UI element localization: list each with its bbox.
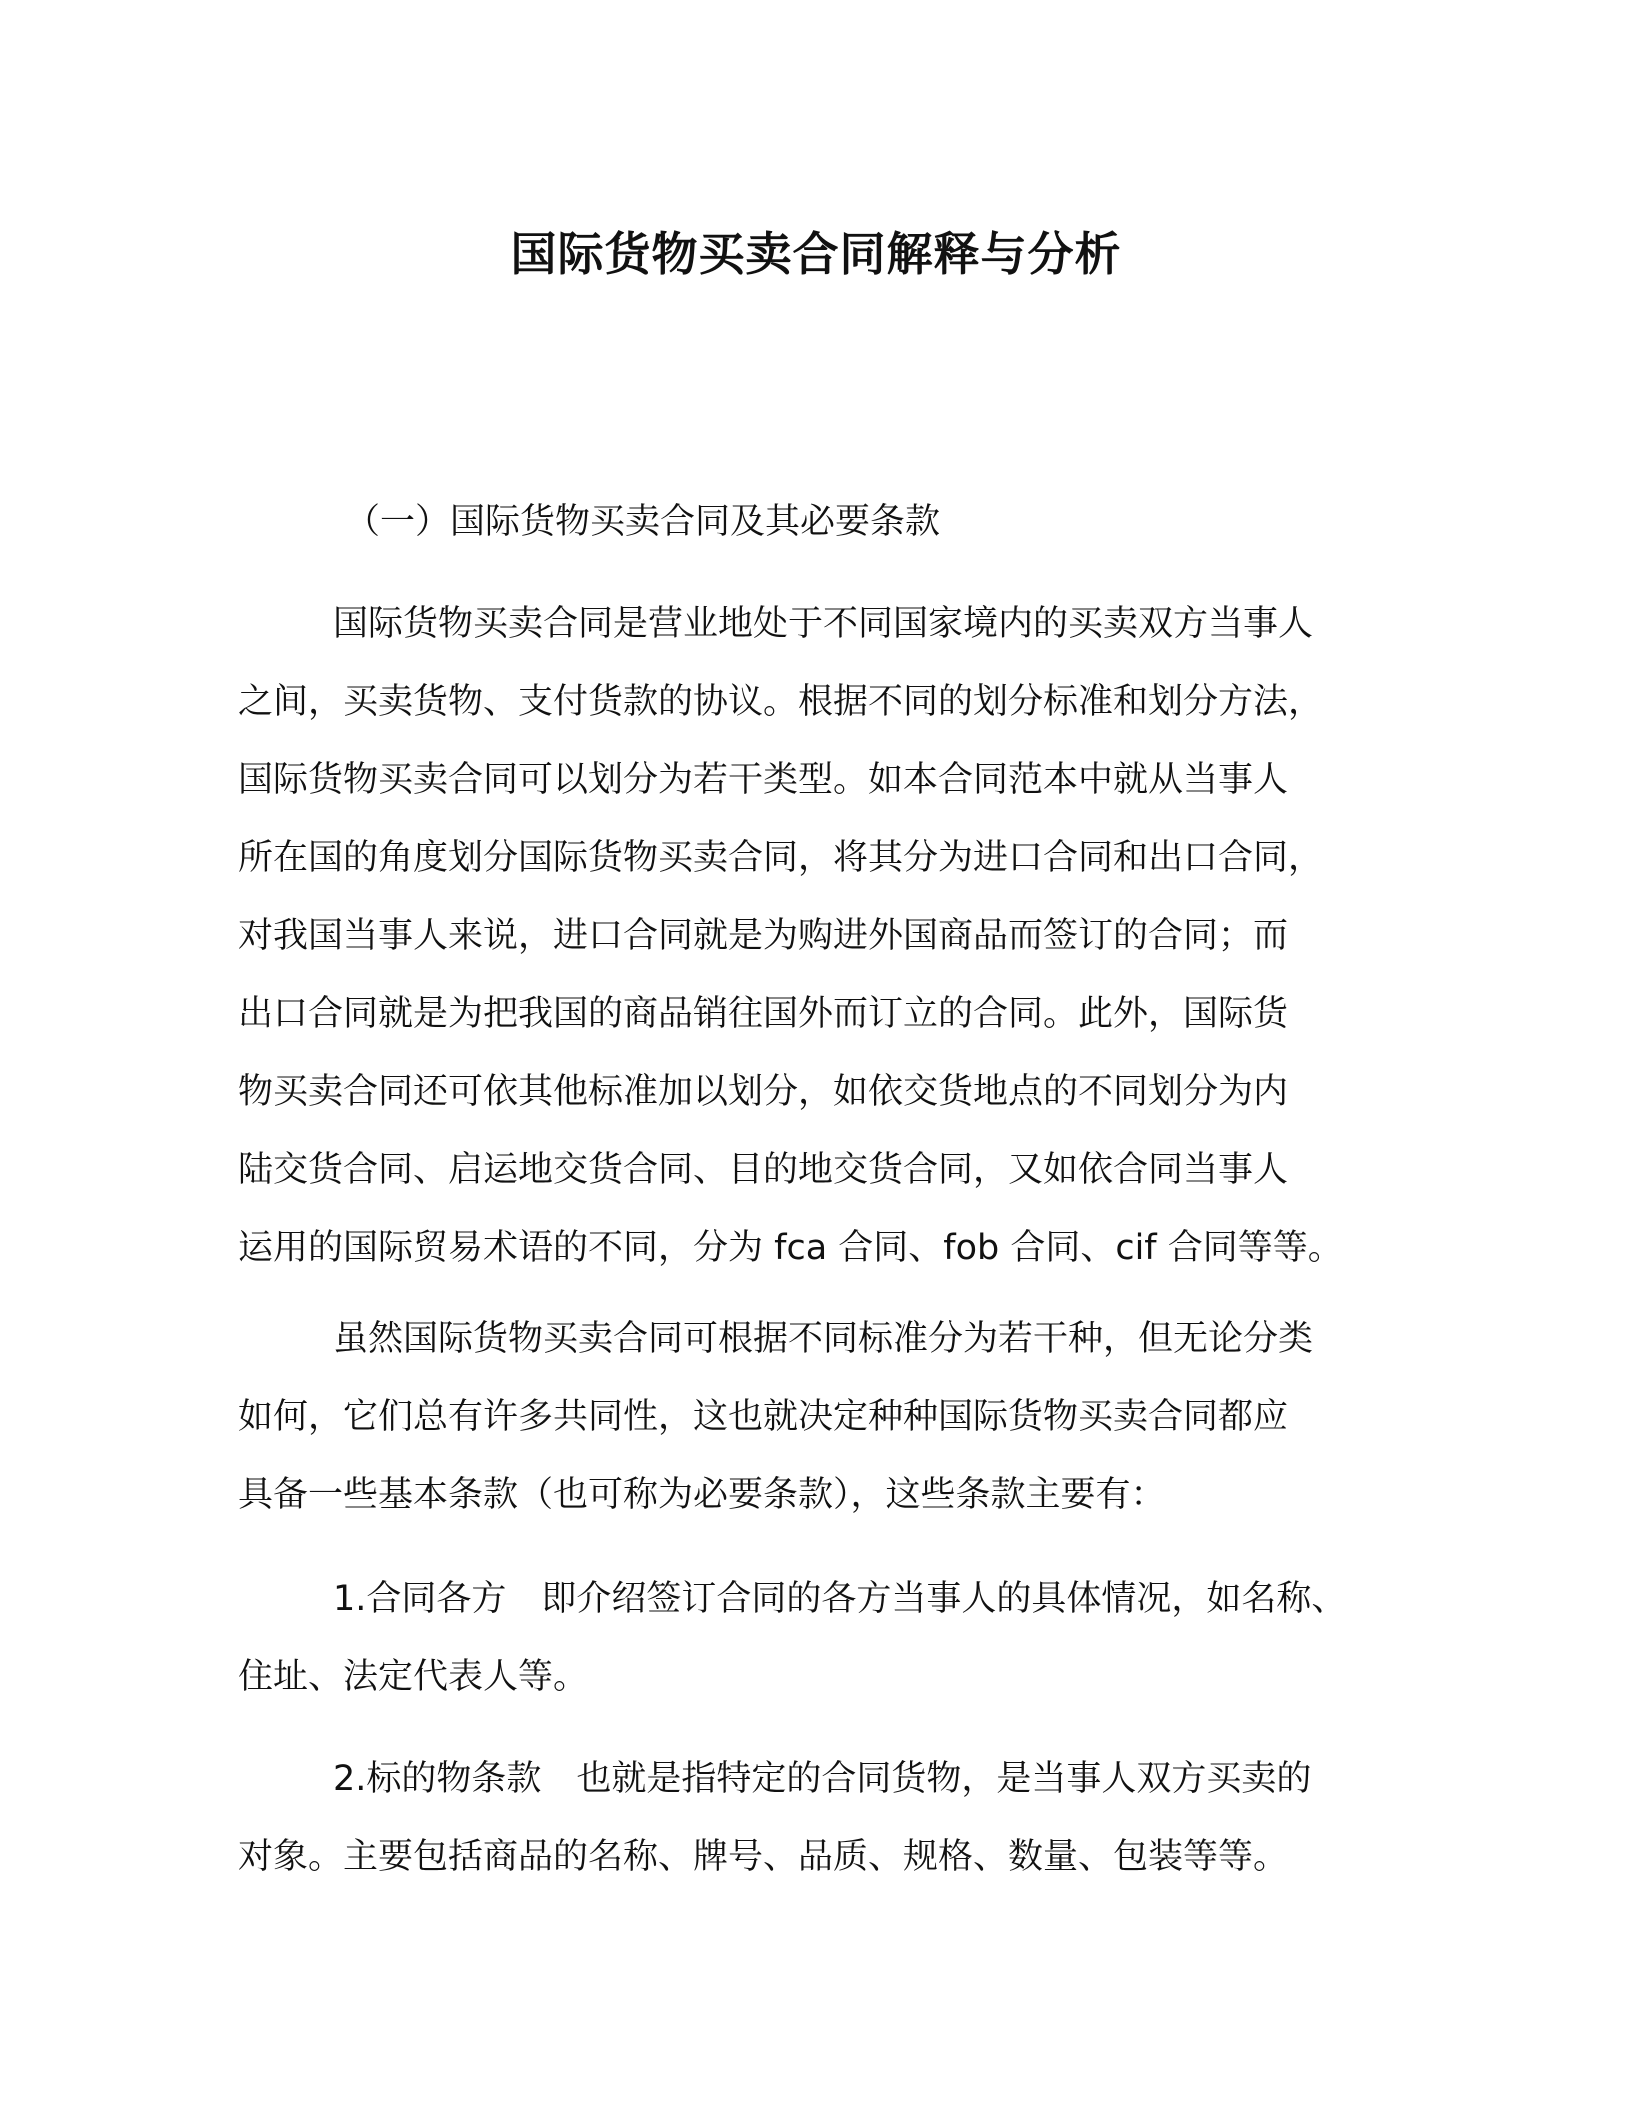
- text-line: 2.标的物条款 也就是指特定的合同货物，是当事人双方买卖的: [333, 1759, 1312, 1799]
- section-heading: （一）国际货物买卖合同及其必要条款: [345, 502, 941, 542]
- text-line: 所在国的角度划分国际货物买卖合同，将其分为进口合同和出口合同，: [238, 838, 1324, 878]
- text-line: 虽然国际货物买卖合同可根据不同标准分为若干种，但无论分类: [333, 1319, 1314, 1359]
- text-line: 之间，买卖货物、支付货款的协议。根据不同的划分标准和划分方法，: [238, 682, 1324, 722]
- paragraph-essential-terms: [238, 1300, 1418, 1534]
- text-line: 1.合同各方 即介绍签订合同的各方当事人的具体情况，如名称、: [333, 1579, 1347, 1619]
- text-line: 陆交货合同、启运地交货合同、目的地交货合同，又如依合同当事人: [238, 1150, 1289, 1190]
- text-line: 运用的国际贸易术语的不同，分为 fca 合同、fob 合同、cif 合同等等。: [238, 1228, 1343, 1268]
- text-line: 国际货物买卖合同是营业地处于不同国家境内的买卖双方当事人: [333, 604, 1314, 644]
- text-line: 国际货物买卖合同可以划分为若干类型。如本合同范本中就从当事人: [238, 760, 1289, 800]
- text-line: 具备一些基本条款（也可称为必要条款），这些条款主要有：: [238, 1475, 1166, 1515]
- text-line: 物买卖合同还可依其他标准加以划分，如依交货地点的不同划分为内: [238, 1072, 1289, 1112]
- text-line: 住址、法定代表人等。: [238, 1657, 589, 1697]
- text-line: 对象。主要包括商品的名称、牌号、品质、规格、数量、包装等等。: [238, 1837, 1289, 1877]
- text-line: 如何，它们总有许多共同性，这也就决定种种国际货物买卖合同都应: [238, 1397, 1289, 1437]
- text-line: 出口合同就是为把我国的商品销往国外而订立的合同。此外，国际货: [238, 994, 1289, 1034]
- text-line: 对我国当事人来说，进口合同就是为购进外国商品而签订的合同；而: [238, 916, 1289, 956]
- paragraph-term-parties: [238, 1560, 1418, 1716]
- document-title: 国际货物买卖合同解释与分析: [510, 227, 1122, 281]
- paragraph-term-subject-matter: [238, 1740, 1418, 1896]
- paragraph-contract-definition: [238, 585, 1418, 1287]
